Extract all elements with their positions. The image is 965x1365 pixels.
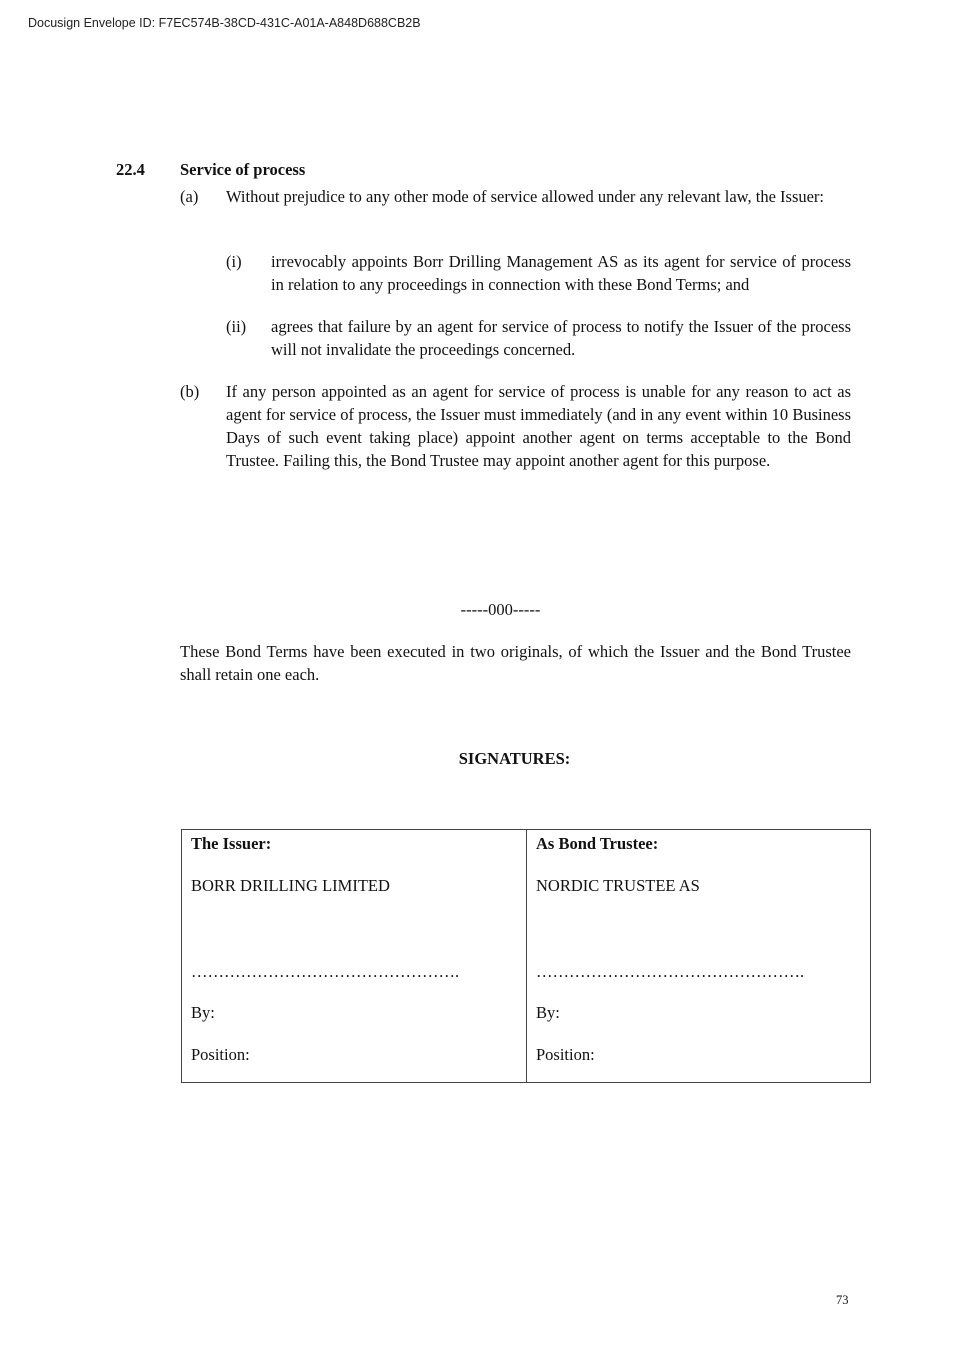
section-title: Service of process <box>180 160 306 179</box>
trustee-position-label: Position: <box>536 1045 595 1064</box>
paragraph-a-label: (a) <box>180 187 199 206</box>
trustee-signature-line: …………………………………………. <box>536 962 805 981</box>
issuer-by-label: By: <box>191 1003 215 1022</box>
issuer-company: BORR DRILLING LIMITED <box>191 876 390 895</box>
paragraph-a-text: Without prejudice to any other mode of service allowed under any relevant law, the Issuer: <box>226 187 825 206</box>
trustee-signature-block <box>526 830 870 1082</box>
trustee-by-label: By: <box>536 1003 560 1022</box>
subparagraph-ii <box>226 315 851 361</box>
signature-table <box>181 829 871 1083</box>
paragraph-b-label: (b) <box>180 382 200 401</box>
subparagraph-ii-text: agrees that failure by an agent for service of process to notify the Issuer of the process will not invalidate the proceedings concerned. <box>271 317 851 359</box>
closing-statement: These Bond Terms have been executed in two originals, of which the Issuer and the Bond Trustee shall retain one each. <box>180 642 851 684</box>
signatures-heading: SIGNATURES: <box>458 749 571 768</box>
trustee-company: NORDIC TRUSTEE AS <box>536 876 700 895</box>
trustee-role: As Bond Trustee: <box>536 834 659 853</box>
section-number: 22.4 <box>116 160 145 179</box>
page-number: 73 <box>836 1293 849 1307</box>
issuer-position-label: Position: <box>191 1045 250 1064</box>
envelope-id: Docusign Envelope ID: F7EC574B-38CD-431C-A01A-A848D688CB2B <box>28 16 421 30</box>
subparagraph-i-text: irrevocably appoints Borr Drilling Management AS as its agent for service of process in relation to any proceedings in connection with these Bond Terms; and <box>271 252 851 294</box>
issuer-role: The Issuer: <box>191 834 272 853</box>
paragraph-b-text: If any person appointed as an agent for service of process is unable for any reason to act as agent for service of process, the Issuer must immediately (and in any event within 10 Business Days of such event taking place) appoint another agent on terms acceptable to the Bond Trustee. Failing this, the Bond Trustee may appoint another agent for this purpose. <box>226 382 851 470</box>
paragraph-a <box>180 185 851 231</box>
subparagraph-ii-label: (ii) <box>226 317 247 336</box>
subparagraph-i-label: (i) <box>226 252 242 271</box>
paragraph-b <box>180 380 851 495</box>
issuer-signature-block <box>182 830 526 1082</box>
issuer-signature-line: …………………………………………. <box>191 962 460 981</box>
end-separator: -----000----- <box>460 600 541 619</box>
subparagraph-i <box>226 250 851 296</box>
